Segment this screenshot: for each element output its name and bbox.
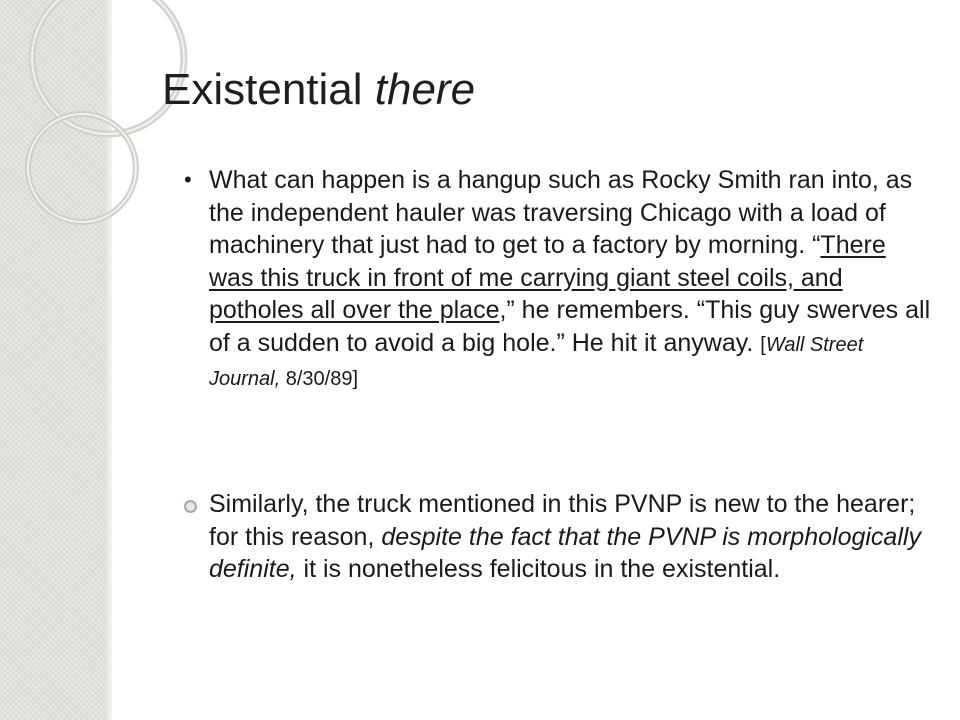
citation-open: [ [760,333,766,356]
bullet-item-2 [184,488,934,586]
title-main: Existential [162,65,375,114]
bullet-1-underlined-quote: There was this truck in front of me carrying giant steel coils, and potholes all over the place [209,231,886,324]
bullet-2-italic: despite the fact that the PVNP is morphologically definite, [209,522,921,583]
slide-title [162,66,475,114]
bullet-1-part-1: What can happen is a hangup such as Rocky Smith ran into, as the independent hauler was traversing Chicago with a load of machinery that just had to get to a factory by morning. “ [209,166,913,259]
citation-date: 8/30/89] [280,368,358,390]
bullet-2-text [209,488,931,586]
bullet-1-text [209,164,931,396]
bullet-1-part-2: ,” he remembers. “This guy swerves all of a sudden to avoid a big hole.” He hit it anyway. [209,296,931,357]
bullet-2-part-2: it is nonetheless felicitous in the existential. [296,555,781,583]
bullet-dot-icon: • [184,167,192,192]
title-italic: there [374,65,476,114]
ring-bullet-icon [184,488,200,523]
citation-source: Wall Street Journal, [209,333,864,390]
bullet-2-part-1: Similarly, the truck mentioned in this PVNP is new to the hearer; for this reason, [209,490,916,551]
bullet-item-1 [184,164,934,396]
